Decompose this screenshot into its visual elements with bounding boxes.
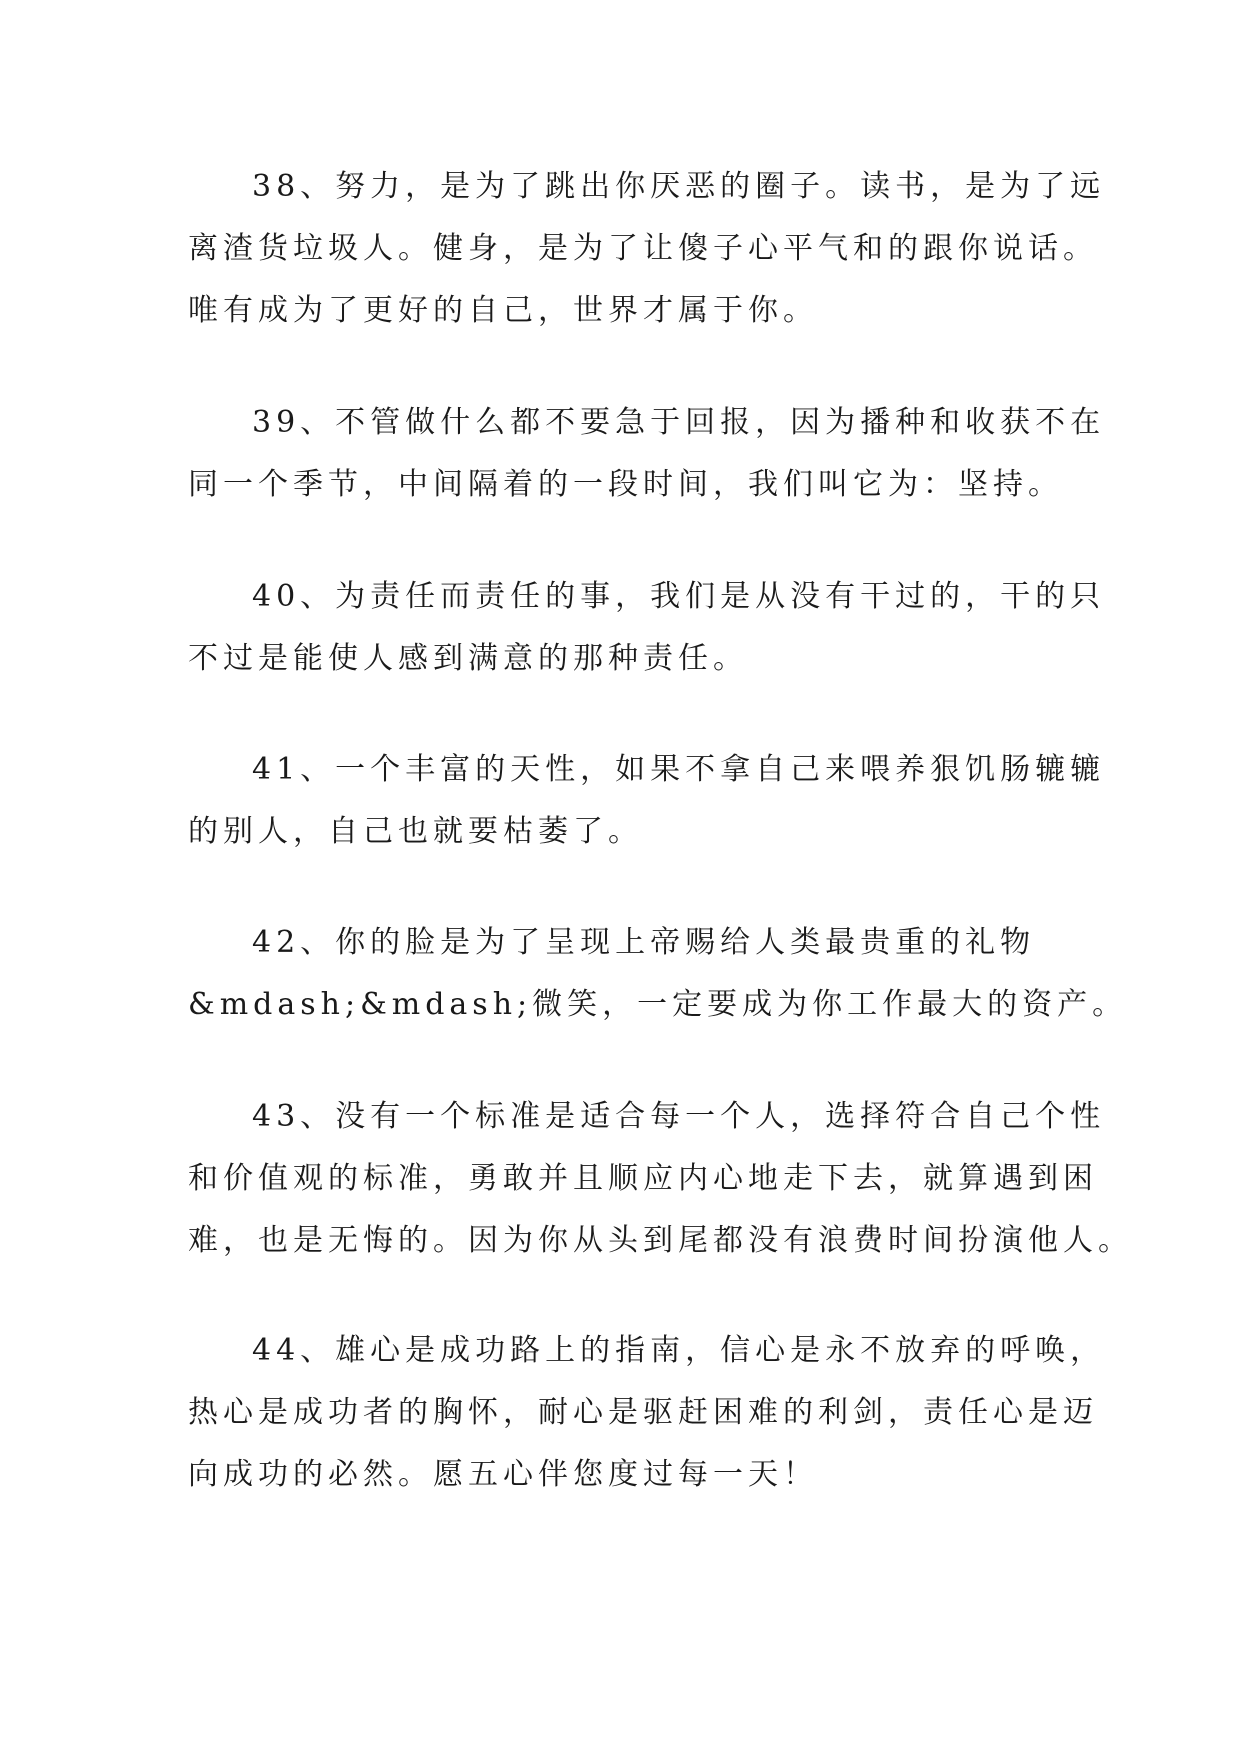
paragraph-43 <box>188 1086 1133 1272</box>
paragraph-line: 同一个季节，中间隔着的一段时间，我们叫它为：坚持。 <box>188 467 1063 502</box>
paragraph-line: 离渣货垃圾人。健身，是为了让傻子心平气和的跟你说话。 <box>188 231 1098 266</box>
paragraph-39 <box>188 392 1106 516</box>
paragraph-line: 39、不管做什么都不要急于回报，因为播种和收获不在 <box>252 405 1106 440</box>
paragraph-line: 不过是能使人感到满意的那种责任。 <box>188 641 748 676</box>
paragraph-line: 热心是成功者的胸怀，耐心是驱赶困难的利剑，责任心是迈 <box>188 1395 1098 1430</box>
paragraph-line: 38、努力，是为了跳出你厌恶的圈子。读书，是为了远 <box>252 169 1106 204</box>
paragraph-38 <box>188 156 1106 342</box>
paragraph-line: 向成功的必然。愿五心伴您度过每一天！ <box>188 1457 818 1492</box>
paragraph-line: 和价值观的标准，勇敢并且顺应内心地走下去，就算遇到困 <box>188 1161 1098 1196</box>
paragraph-41 <box>188 739 1106 863</box>
paragraph-line: 43、没有一个标准是适合每一个人，选择符合自己个性 <box>252 1099 1106 1134</box>
paragraph-line: 44、雄心是成功路上的指南，信心是永不放弃的呼唤， <box>252 1333 1106 1368</box>
paragraph-42 <box>188 912 1128 1036</box>
paragraph-line: 40、为责任而责任的事，我们是从没有干过的，干的只 <box>252 579 1106 614</box>
paragraph-line: 42、你的脸是为了呈现上帝赐给人类最贵重的礼物 <box>252 925 1036 960</box>
paragraph-line: &mdash;&mdash;微笑，一定要成为你工作最大的资产。 <box>188 987 1128 1022</box>
paragraph-line: 唯有成为了更好的自己，世界才属于你。 <box>188 293 818 328</box>
paragraph-40 <box>188 566 1106 690</box>
paragraph-line: 难，也是无悔的。因为你从头到尾都没有浪费时间扮演他人。 <box>188 1223 1133 1258</box>
paragraph-line: 41、一个丰富的天性，如果不拿自己来喂养狠饥肠辘辘 <box>252 752 1106 787</box>
paragraph-line: 的别人，自己也就要枯萎了。 <box>188 814 643 849</box>
paragraph-44 <box>188 1320 1106 1506</box>
